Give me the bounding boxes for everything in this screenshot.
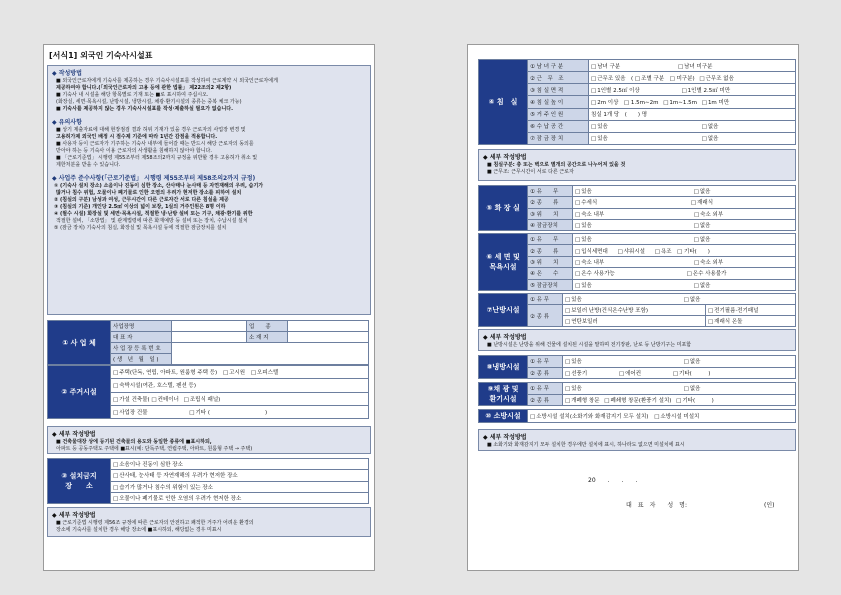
toilet-traditional-checkbox[interactable]: □ 재래식 (691, 200, 713, 206)
heating-row-label: ① 유 무 (528, 294, 563, 305)
wash-bath-checkbox[interactable]: □ 욕조 □ 기타( ) (655, 249, 710, 255)
housing-lodging-checkbox[interactable]: □ 숙박시설(여관, 호스텔, 펜션 등) (113, 383, 196, 389)
housing-guide-line: ■ 건축물대장 상에 등기된 건축물의 용도와 동일한 종류에 ■표시하되, (56, 439, 212, 445)
wash-yes-checkbox[interactable]: □ 있음 (575, 237, 592, 243)
fire-guide-box (478, 429, 796, 451)
location-pollution-checkbox[interactable]: □ 오물이나 폐기물로 인한 오염의 우려가 현저한 장소 (113, 496, 241, 502)
business-table (47, 320, 369, 365)
wash-shower-checkbox[interactable]: □ 샤워시설 (618, 249, 645, 255)
location-noise-checkbox[interactable]: □ 소음이나 진동이 심한 장소 (113, 462, 183, 468)
hot-water-yes-checkbox[interactable]: □ 온수 사용가능 (575, 271, 615, 277)
storage-no-checkbox[interactable]: □ 없음 (702, 124, 719, 130)
notes-line: ■ 「근로기준법」 시행령 제55조부터 제58조의2까지 규정을 위반할 경우 고용허가 취소 및 (56, 155, 258, 161)
heating-guide-heading: ◆ 세부 작성방법 (483, 334, 527, 341)
registration-number-label: 사 업 장 등 록 번 호 (111, 343, 172, 354)
bedroom-guide-heading: ◆ 세부 작성방법 (483, 154, 527, 161)
fire-installed-checkbox[interactable]: □ 소방시설 설치(소화기와 화재감지기 모두 설치) (530, 414, 648, 420)
representative-field[interactable] (172, 332, 247, 343)
business-type-field[interactable] (288, 321, 369, 332)
form-title: [서식1] 외국인 기숙사시설표 (49, 51, 153, 60)
wash-label-line: ⑥ 세 면 및 (486, 253, 520, 261)
guide-line: 제공하여야 합니다.(「외국인근로자의 고용 등에 관한 법률」 제22조의2 제2항) (56, 85, 232, 91)
bedroom-row-label: ③ 침 실 면 적 (528, 84, 589, 96)
heating-table (478, 293, 796, 327)
toilet-row-label: ① 유 무 (528, 186, 573, 197)
form-page-1 (43, 44, 375, 571)
light-label (479, 383, 528, 406)
light-other-checkbox[interactable]: □ 기타( ) (676, 398, 714, 404)
housing-panel-checkbox[interactable]: □ 조립식 패널) (184, 397, 221, 403)
address-label: 소 재 지 (247, 332, 288, 343)
housing-workplace-checkbox[interactable]: □ 사업장 건물 (113, 410, 148, 416)
wash-table (478, 233, 796, 291)
bedroom-gender-row (589, 60, 796, 72)
date-line[interactable]: 20 . . . (588, 477, 638, 484)
heating-label: ⑦난방시설 (479, 294, 528, 327)
wash-basin-checkbox[interactable]: □ 입식세면대 (575, 249, 608, 255)
housing-officetel-checkbox[interactable]: □ 오피스텔 (251, 370, 278, 376)
cooling-yes-checkbox[interactable]: □ 있음 (565, 359, 582, 365)
notes-line: 받아야 하는 등 기숙사 이용 근로자의 사생활을 침해하지 않아야 합니다. (56, 148, 212, 154)
birth-date-label: ( 생 년 월 일 ) (111, 354, 172, 365)
heating-electric-checkbox[interactable]: □ 전기필름·전기패널 (708, 308, 758, 314)
height-under-1m-checkbox[interactable]: □ 1m 미만 (702, 100, 729, 106)
toilet-flush-checkbox[interactable]: □ 수세식 (575, 200, 597, 206)
fire-guide-line: ■ 소화기와 화재감지기 모두 설치한 경우에만 설치에 표시, 하나라도 없으면 미설치에 표시 (487, 442, 685, 448)
housing-guide-heading: ◆ 세부 작성방법 (52, 431, 96, 438)
registration-number-field[interactable] (172, 343, 369, 365)
toilet-lock-yes-checkbox[interactable]: □ 있음 (575, 223, 592, 229)
window-closed-checkbox[interactable]: □ 폐쇄형 창문(환풍기 설치) (604, 398, 671, 404)
wash-label-line: 목욕시설 (489, 263, 517, 271)
toilet-row-label: ② 종 류 (528, 197, 573, 208)
cooling-aircon-checkbox[interactable]: □ 에어컨 (619, 371, 641, 377)
bedroom-label: ④ 침 실 (479, 60, 528, 145)
toilet-lock-no-checkbox[interactable]: □ 없음 (694, 223, 711, 229)
fire-label: ⑩ 소방시설 (479, 410, 528, 423)
toilet-no-checkbox[interactable]: □ 없음 (694, 189, 711, 195)
bedroom-row-label: ④ 침 실 높 이 (528, 96, 589, 108)
wash-no-checkbox[interactable]: □ 없음 (694, 237, 711, 243)
housing-container-checkbox[interactable]: □ 컨테이너 (151, 397, 178, 403)
law-line: ② (침실의 구분) 남성과 여성, 근무시간이 다른 근로자간 서로 다른 침실을 제공 (54, 197, 229, 203)
wash-row-label: ④ 온 수 (528, 268, 573, 279)
cooling-fan-checkbox[interactable]: □ 선풍기 (565, 371, 587, 377)
toilet-table (478, 185, 796, 231)
bedroom-row-label: ① 남 녀 구 분 (528, 60, 589, 72)
guide-heading: ◆ 작성방법 (52, 70, 82, 77)
toilet-label: ⑤ 화 장 실 (479, 186, 528, 231)
toilet-row-label: ③ 위 치 (528, 208, 573, 219)
representative-label: 대 표 자 (111, 332, 172, 343)
gender-unsplit-checkbox[interactable]: □ 남녀 미구분 (678, 64, 713, 70)
occupants-field[interactable]: 침실 1개 당 ( ) 명 (589, 108, 796, 120)
height-1m-checkbox[interactable]: □ 1m∼1.5m (663, 100, 697, 106)
notes-line: 제한처분을 받을 수 있습니다. (56, 162, 121, 168)
housing-gosiwon-checkbox[interactable]: □ 고시원 (223, 370, 245, 376)
housing-house-checkbox[interactable]: □ 주택(단독, 연립, 아파트, 원룸형 주택 등) (113, 370, 217, 376)
light-label-line: 환기시설 (489, 395, 517, 403)
cooling-other-checkbox[interactable]: □ 기타( ) (673, 371, 711, 377)
notes-heading: ◆ 유의사항 (52, 119, 82, 126)
housing-table (47, 365, 369, 419)
guide-line: ■ 기숙사를 제공하지 않는 경우 기숙사시설표를 작성·제출하실 필요가 없습니다. (56, 106, 234, 112)
law-line: 적절한 설비, 「소방법」 및 관계법령에 따른 화재예방 등 설비 또는 장치, 수납시설 설치 (56, 218, 248, 224)
bedroom-row-label: ⑥ 수 납 공 간 (528, 120, 589, 132)
heating-briquette-checkbox[interactable]: □ 연탄보일러 (565, 319, 598, 325)
guidance-box (47, 65, 371, 315)
toilet-inside-checkbox[interactable]: □ 숙소 내부 (575, 212, 604, 218)
guide-line: (화장실, 세면·목욕시설, 난방시설, 냉방시설, 채광·환기시설의 종류는 중복 체크 가능) (56, 99, 242, 105)
light-table (478, 382, 796, 406)
wash-row-label: ② 종 류 (528, 245, 573, 256)
bedroom-shift-row (589, 72, 796, 84)
heating-yes-checkbox[interactable]: □ 있음 (565, 297, 582, 303)
business-name-field[interactable] (172, 321, 247, 332)
bedroom-guide-line: ■ 침실구분: 층 또는 벽으로 별개의 공간으로 나누어져 있을 것 (487, 162, 626, 168)
light-label-line: ⑨채 광 및 (487, 385, 519, 393)
heating-ondol-checkbox[interactable]: □ 재래식 온돌 (708, 319, 743, 325)
toilet-outside-checkbox[interactable]: □ 숙소 외부 (694, 212, 723, 218)
law-line: ① (기숙사 설치 장소) 소음이나 진동이 심한 장소, 산사태나 눈사태 등 자연재해의 우려, 습기가 (54, 183, 264, 189)
light-no-checkbox[interactable]: □ 없음 (684, 386, 701, 392)
notes-line: 고용허가제 외국인 배정 시 점수제 기준에 따라 1년간 감점을 적용합니다. (56, 134, 218, 140)
gender-split-checkbox[interactable]: □ 남녀 구분 (591, 64, 620, 70)
shift-split-checkbox[interactable]: □ 조별 구분 □ 미구분) (635, 76, 695, 82)
height-2m-checkbox[interactable]: □ 2m 이상 □ 1.5m∼2m (591, 100, 658, 106)
signature-label: 대 표 자 성 명: (626, 502, 688, 509)
notes-line: ■ 사용자 등이 근로자가 기주하는 기숙사 내부에 들어갈 때는 반드시 해당 근로자의 동의를 (56, 141, 254, 147)
toilet-row-label: ④ 잠금장치 (528, 219, 573, 230)
housing-label: ② 주거시설 (48, 366, 111, 419)
wash-lock-yes-checkbox[interactable]: □ 있음 (575, 283, 592, 289)
heating-guide-line: ■ 난방시설은 난방을 위해 건물에 설치된 시설을 말하며 전기장판, 난로 등 난방기구는 미포함 (487, 342, 692, 348)
location-guide-box (47, 507, 371, 537)
bedroom-row-label: ② 근 무 조 (528, 72, 589, 84)
address-field[interactable] (288, 332, 369, 343)
wash-outside-checkbox[interactable]: □ 숙소 외부 (694, 260, 723, 266)
location-disaster-checkbox[interactable]: □ 산사태, 눈사태 등 자연재해의 우려가 현저한 장소 (113, 473, 238, 479)
housing-row-1 (111, 366, 369, 379)
housing-guide-box (47, 426, 371, 454)
bedroom-guide-line: ■ 근무조: 근무시간이 서로 다른 근로자 (487, 169, 574, 175)
shift-yes-checkbox[interactable]: □ 근무조 있음 ( (591, 76, 633, 82)
seal-mark[interactable]: (인) (764, 502, 775, 509)
bedroom-guide-box (478, 149, 796, 181)
housing-other-checkbox[interactable]: □ 기타 ( ) (189, 410, 267, 416)
bedroom-lock-yes-checkbox[interactable]: □ 있음 (591, 136, 608, 142)
fire-guide-heading: ◆ 세부 작성방법 (483, 434, 527, 441)
location-label (48, 459, 111, 504)
heating-guide-box (478, 329, 796, 351)
bedroom-table (478, 59, 796, 145)
bedroom-lock-no-checkbox[interactable]: □ 없음 (702, 136, 719, 142)
wash-inside-checkbox[interactable]: □ 숙소 내부 (575, 260, 604, 266)
cooling-row-label: ① 유 무 (528, 356, 563, 368)
bedroom-row-label: ⑦ 잠 금 장 치 (528, 132, 589, 144)
housing-guide-line: 아파트 등 공동주택도 주택에 ■표시(예: 단독주택, 연립주택, 아파트, 원룸형 주택 → 주택) (56, 446, 253, 452)
light-yes-checkbox[interactable]: □ 있음 (565, 386, 582, 392)
cooling-no-checkbox[interactable]: □ 없음 (684, 359, 701, 365)
location-guide-heading: ◆ 세부 작성방법 (52, 512, 96, 519)
wash-row-label: ① 유 무 (528, 234, 573, 245)
fire-table (478, 409, 796, 423)
window-open-checkbox[interactable]: □ 개폐형 창문 (565, 398, 600, 404)
bedroom-row-label: ⑤ 거 주 인 원 (528, 108, 589, 120)
light-row-label: ① 유 무 (528, 383, 563, 395)
law-line: ③ (침실의 기준) 개인당 2.5㎡ 이상의 넓이 보장, 1실의 거주인원은 8명 이하 (54, 204, 226, 210)
light-row-label: ② 종 류 (528, 394, 563, 406)
area-over-checkbox[interactable]: □ 1인별 2.5㎡ 이상 (591, 88, 640, 94)
location-label-line: 장 소 (65, 482, 93, 490)
location-guide-line: 장소에 기숙사를 설치한 경우 해당 장소에 ■표시하되, 해당없는 경우 미표시 (56, 527, 222, 533)
heating-no-checkbox[interactable]: □ 없음 (684, 297, 701, 303)
hot-water-no-checkbox[interactable]: □ 온수 사용불가 (687, 271, 727, 277)
law-heading: ◆ 사업주 준수사항(「근로기준법」 시행령 제55조부터 제58조의2까지 규정) (52, 175, 256, 182)
law-line: ④ (필수 시설) 화장실 및 세면·목욕시설, 적절한 냉·난방 설비 또는 기구, 채광·환기를 위한 (54, 211, 253, 217)
location-label-line: ③ 설치금지 (61, 472, 97, 480)
fire-not-installed-checkbox[interactable]: □ 소방시설 미설치 (654, 414, 699, 420)
law-line: ⑤ (잠금 장치) 기숙사의 침실, 화장실 및 목욕시설 등에 적절한 잠금장치를 설치 (54, 225, 227, 231)
location-humidity-checkbox[interactable]: □ 습기가 많거나 침수의 위험이 있는 장소 (113, 485, 213, 491)
location-guide-line: ■ 근로기준법 시행령 제56조 규정에 따른 근로자의 안전하고 쾌적한 거주가 어려운 환경의 (56, 520, 254, 526)
guide-line: ■ 외국인근로자에게 기숙사를 제공하는 경우 기숙사시설표를 작성하여 근로계약 시 외국인근로자에게 (56, 78, 278, 84)
law-line: 많거나 침수 위험, 오물이나 폐기물로 인한 오염의 우려가 현저한 장소를 피하여 설치 (56, 190, 242, 196)
cooling-row-label: ② 종 류 (528, 367, 563, 379)
toilet-yes-checkbox[interactable]: □ 있음 (575, 189, 592, 195)
shift-none-checkbox[interactable]: □ 근무조 없음 (699, 76, 734, 82)
area-under-checkbox[interactable]: □ 1인별 2.5㎡ 미만 (681, 88, 730, 94)
wash-lock-no-checkbox[interactable]: □ 없음 (694, 283, 711, 289)
storage-yes-checkbox[interactable]: □ 있음 (591, 124, 608, 130)
heating-row-label: ② 종 류 (528, 305, 563, 327)
business-label: ① 사 업 체 (48, 321, 111, 365)
cooling-label: ⑧냉방시설 (479, 356, 528, 379)
location-table (47, 458, 369, 504)
wash-row-label: ③ 위 치 (528, 256, 573, 267)
housing-temporary-checkbox[interactable]: □ 가설 건축물( (113, 397, 150, 403)
heating-boiler-checkbox[interactable]: □ 보일러 난방(건식온수난방 포함) (565, 308, 648, 314)
wash-label (479, 234, 528, 291)
form-page-2 (467, 44, 799, 571)
notes-line: ■ 상기 제출자료에 대해 현장점검 결과 허위 기재가 있을 경우 근로자의 사업장 변경 및 (56, 127, 246, 133)
wash-row-label: ⑤ 잠금장치 (528, 279, 573, 290)
business-type-label: 업 종 (247, 321, 288, 332)
guide-line: ■ 기숙사 내 시설을 해당 항목별로 기재 또는 ■로 표시하여 주십시오. (56, 92, 209, 98)
business-name-label: 사업장명 (111, 321, 172, 332)
cooling-table (478, 355, 796, 379)
